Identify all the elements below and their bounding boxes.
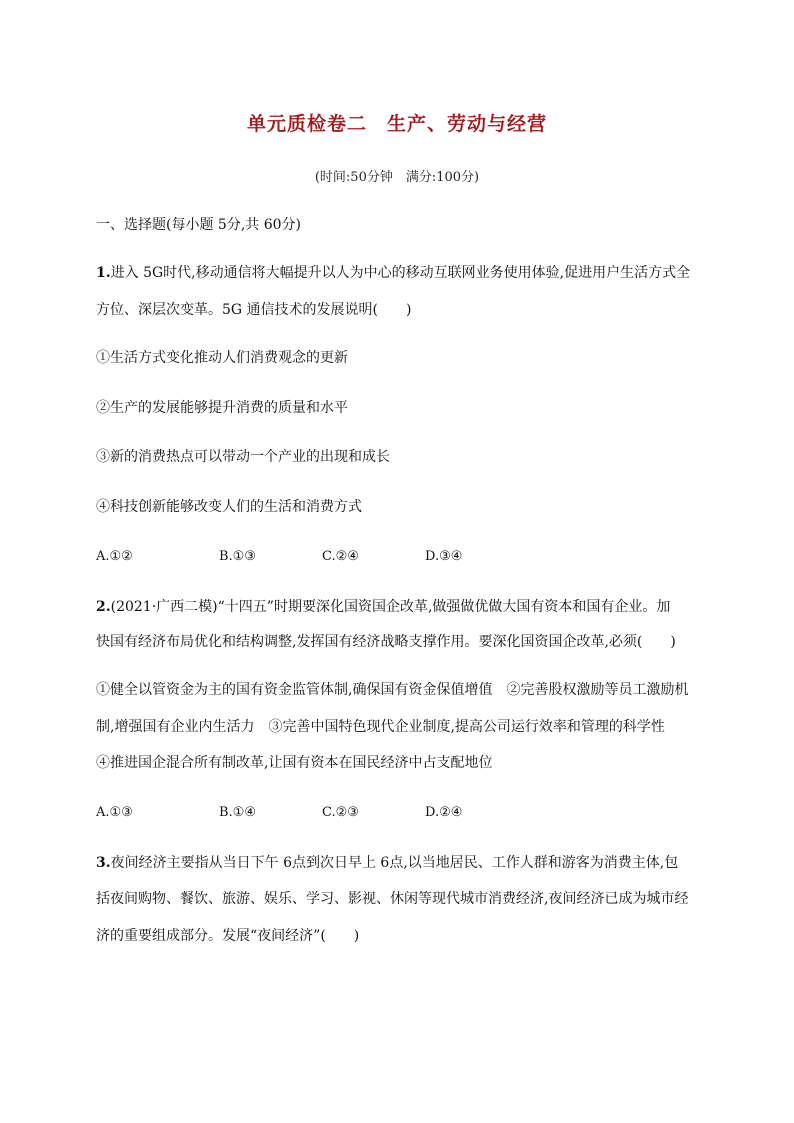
- question-number: 2.: [96, 599, 111, 615]
- option-c: C.②④: [322, 549, 359, 564]
- question-1-statement-4: ④科技创新能够改变人们的生活和消费方式: [96, 499, 362, 515]
- question-3-stem-line-2: 括夜间购物、餐饮、旅游、娱乐、学习、影视、休闲等现代城市消费经济,夜间经济已成为城市经: [96, 891, 689, 907]
- option-c: C.②③: [322, 805, 359, 820]
- option-b: B.①④: [219, 805, 256, 820]
- question-2-statement-line-2: 制,增强国有企业内生活力 ③完善中国特色现代企业制度,提高公司运行效率和管理的科学性: [96, 719, 665, 735]
- question-2-stem-line-1: [96, 597, 706, 617]
- question-number: 3.: [96, 855, 111, 871]
- option-a: A.①③: [96, 805, 133, 820]
- option-d: D.②④: [425, 805, 463, 820]
- section-heading: 一、选择题(每小题 5分,共 60分): [96, 217, 301, 233]
- exam-meta: (时间:50分钟 满分:100分): [314, 170, 480, 185]
- option-d: D.③④: [425, 549, 463, 564]
- stem-text: (2021·广西二模)“十四五”时期要深化国资国企改革,做强做优做大国有资本和国有企业。加: [110, 599, 671, 615]
- option-b: B.①③: [219, 549, 256, 564]
- question-2-statement-line-3: ④推进国企混合所有制改革,让国有资本在国民经济中占支配地位: [96, 755, 493, 771]
- question-1-stem-line-1: [96, 263, 706, 283]
- question-1-statement-3: ③新的消费热点可以带动一个产业的出现和成长: [96, 449, 390, 465]
- page-title: 单元质检卷二 生产、劳动与经营: [246, 113, 547, 135]
- question-2-stem-line-2: 快国有经济布局优化和结构调整,发挥国有经济战略支撑作用。要深化国资国企改革,必须( ): [96, 634, 676, 650]
- stem-text: 夜间经济主要指从当日下午 6点到次日早上 6点,以当地居民、工作人群和游客为消费主体,包: [110, 855, 679, 871]
- question-3-stem-line-1: [96, 853, 706, 873]
- option-a: A.①②: [96, 549, 133, 564]
- question-2-statement-line-1: ①健全以管资金为主的国有资金监管体制,确保国有资金保值增值 ②完善股权激励等员工激励机: [96, 682, 689, 698]
- stem-text: 进入 5G时代,移动通信将大幅提升以人为中心的移动互联网业务使用体验,促进用户生活方式全: [110, 265, 691, 281]
- question-1-stem-line-2: 方位、深层次变革。5G 通信技术的发展说明( ): [96, 302, 412, 318]
- question-1-statement-1: ①生活方式变化推动人们消费观念的更新: [96, 350, 348, 366]
- question-3-stem-line-3: 济的重要组成部分。发展“夜间经济”( ): [96, 928, 360, 944]
- question-1-statement-2: ②生产的发展能够提升消费的质量和水平: [96, 400, 348, 416]
- question-number: 1.: [96, 265, 111, 281]
